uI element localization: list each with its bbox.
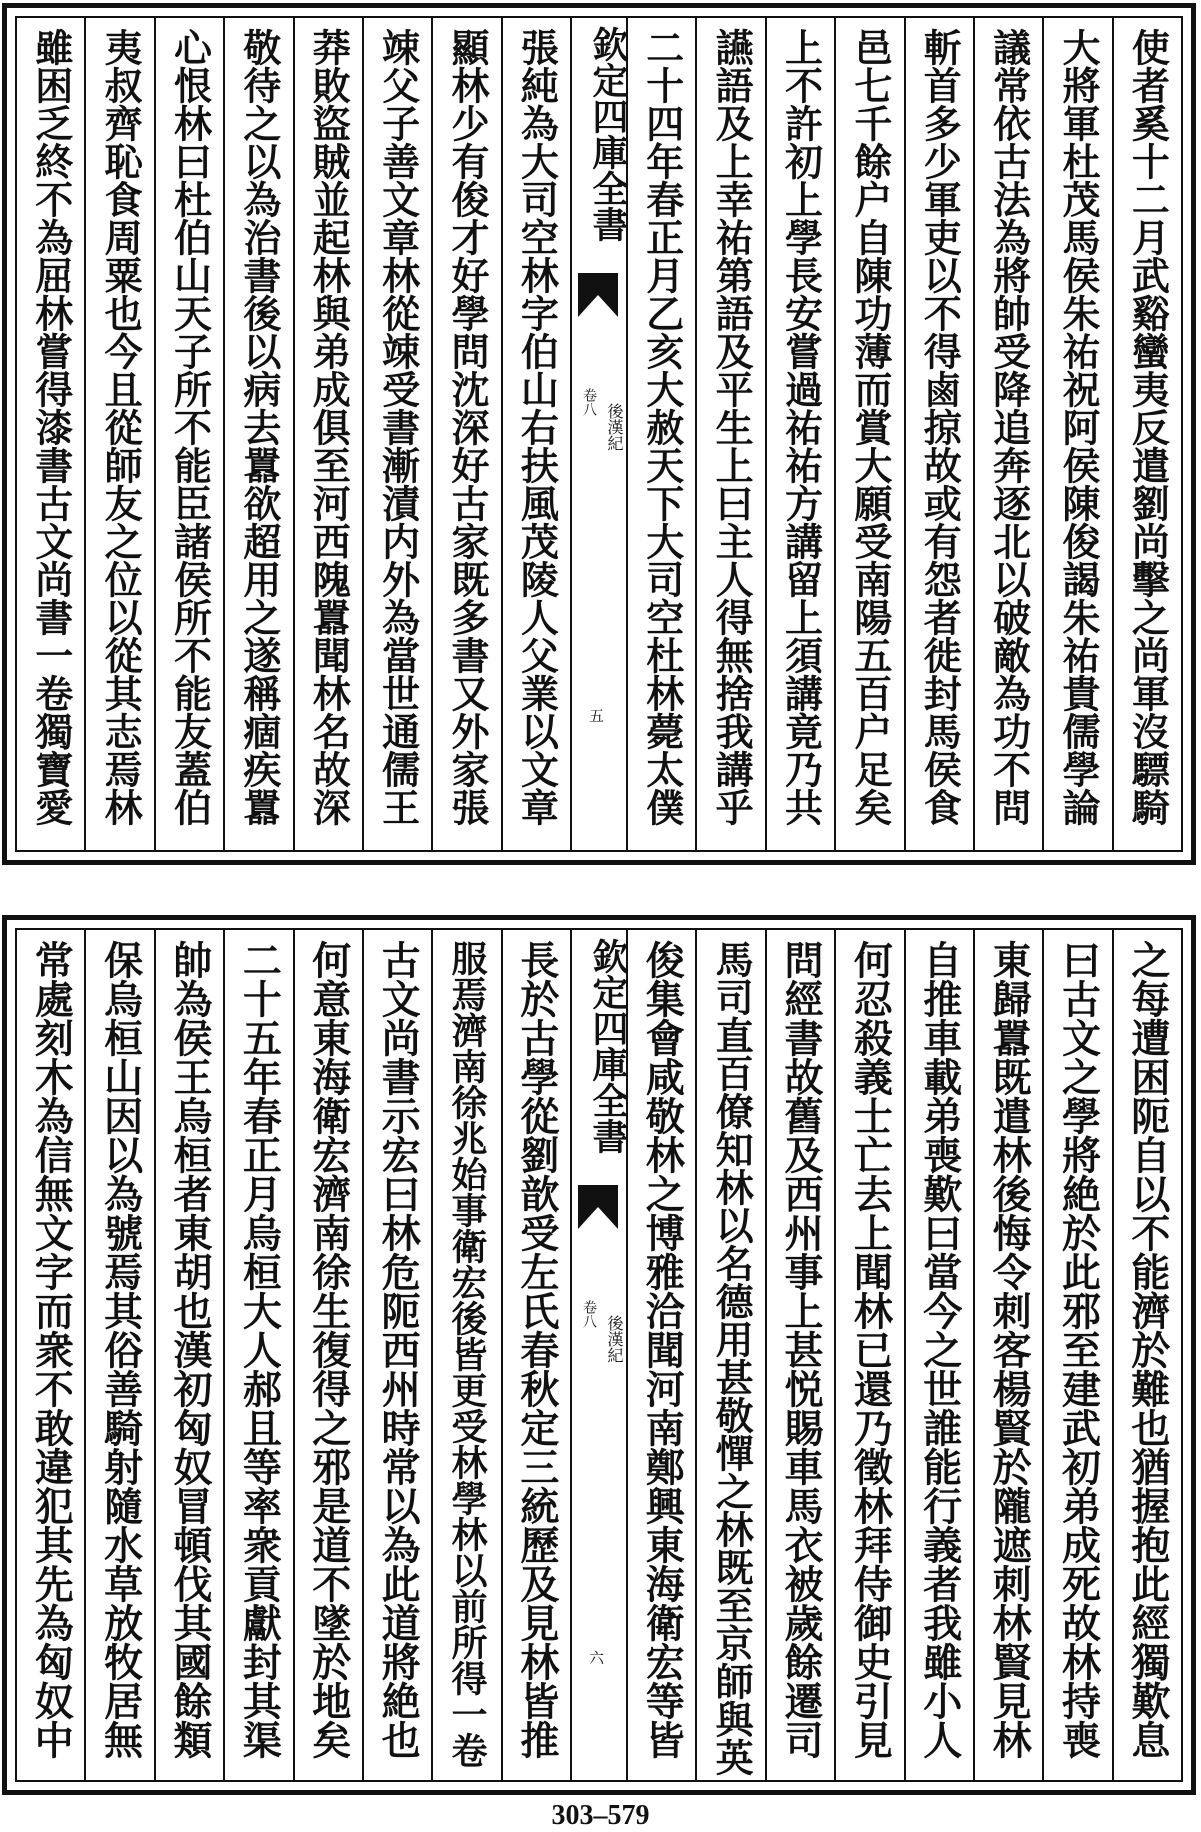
text-column — [834, 18, 903, 850]
page-number: 五 — [587, 708, 605, 723]
column-text: 馬司直百僚知林以名德用甚敬憚之林既至京師與英 — [709, 940, 755, 1776]
upper-page — [2, 3, 1196, 865]
text-column — [293, 930, 362, 1780]
center-fold — [570, 930, 629, 1780]
text-column — [1042, 18, 1111, 850]
column-text: 大將軍杜茂馬侯朱祐祝阿侯陳俊謁朱祐貴儒學論 — [1055, 28, 1101, 826]
column-text: 上不許初上學長安嘗過祐祐方講留上須講竟乃共 — [778, 28, 824, 826]
column-text: 自推車載弟喪歎曰當今之世誰能行義者我雖小人 — [916, 940, 963, 1759]
text-column — [765, 18, 834, 850]
page-footer-number: 303–579 — [551, 1800, 650, 1831]
lower-columns — [17, 930, 1181, 1780]
column-text: 張純為大司空林字伯山右扶風茂陵人父業以文章 — [514, 28, 560, 826]
text-column — [223, 930, 292, 1780]
text-column — [431, 18, 500, 850]
text-column — [501, 18, 570, 850]
text-column — [362, 18, 431, 850]
column-text: 長於古學從劉歆受左氏春秋定三統歷及見林皆推 — [513, 940, 560, 1759]
text-column — [501, 930, 570, 1780]
collection-title: 欽定四庫全書 — [587, 938, 629, 1154]
text-column — [695, 18, 764, 850]
text-column — [84, 18, 153, 850]
column-text: 古文尚書示宏曰林危阨西州時常以為此道將絶也 — [375, 940, 422, 1759]
column-text: 服焉濟南徐兆始事衛宏後皆更受林學林以前所得一卷 — [445, 940, 488, 1768]
column-text: 常處刻木為信無文字而衆不敢違犯其先為匈奴中 — [28, 940, 75, 1759]
column-text: 使者奚十二月武谿蠻夷反遣劉尚擊之尚軍沒驃騎 — [1125, 28, 1171, 826]
text-column — [973, 930, 1042, 1780]
text-column — [973, 18, 1042, 850]
text-column — [17, 18, 84, 850]
column-text: 俊集會咸敬林之博雅洽聞河南鄭興東海衛宏等皆 — [639, 940, 686, 1759]
column-text: 讌語及上幸祐第語及平生上曰主人得無捨我講乎 — [709, 28, 755, 826]
column-text: 曰古文之學將絶於此邪至建武初弟成死故林持喪 — [1055, 940, 1102, 1759]
column-text: 之每遭困阨自以不能濟於難也猶握抱此經獨歎息 — [1124, 940, 1171, 1759]
text-column — [223, 18, 292, 850]
volume-label: 卷八 — [581, 1300, 597, 1328]
text-column — [84, 930, 153, 1780]
text-column — [154, 18, 223, 850]
column-text: 顯林少有俊才好學問沈深好古家既多書又外家張 — [444, 28, 490, 826]
column-text: 二十五年春正月烏桓大人郝且等率衆貢獻封其渠 — [236, 940, 283, 1759]
text-column — [626, 18, 695, 850]
text-column — [904, 930, 973, 1780]
column-text: 敬待之以為治書後以病去囂欲超用之遂稱痼疾囂 — [236, 28, 282, 826]
column-text: 問經書故舊及西州事上甚悦賜車馬衣被歲餘遷司 — [777, 940, 824, 1759]
text-column — [695, 930, 764, 1780]
lower-page — [2, 915, 1196, 1795]
text-column — [834, 930, 903, 1780]
text-column — [1112, 18, 1181, 850]
column-text: 二十四年春正月乙亥大赦天下大司空杜林薨太僕 — [639, 28, 685, 826]
column-text: 議常依古法為將帥受降追奔逐北以破敵為功不問 — [986, 28, 1032, 826]
volume-label: 卷八 — [581, 388, 597, 416]
column-text: 斬首多少軍吏以不得鹵掠故或有怨者徙封馬侯食 — [917, 28, 963, 826]
book-name: 後漢紀 — [605, 403, 624, 451]
text-column — [765, 930, 834, 1780]
book-name: 後漢紀 — [605, 1315, 624, 1363]
column-text: 雖困乏終不為屈林嘗得漆書古文尚書一卷獨寶愛 — [28, 28, 74, 826]
column-text: 莽敗盜賊並起林與弟成俱至河西隗囂聞林名故深 — [306, 28, 352, 826]
text-column — [431, 930, 500, 1780]
text-column — [154, 930, 223, 1780]
column-text: 何忍殺義士亡去上聞林已還乃徵林拜侍御史引見 — [847, 940, 894, 1759]
column-text: 邑七千餘户自陳功薄而賞大願受南陽五百户足矣 — [847, 28, 893, 826]
upper-columns — [17, 18, 1181, 850]
column-text: 東歸囂既遣林後悔令刺客楊賢於隴遮刺林賢見林 — [986, 940, 1033, 1759]
lower-page-frame — [15, 928, 1183, 1782]
column-text: 竦父子善文章林從竦受書漸漬内外為當世通儒王 — [375, 28, 421, 826]
upper-page-frame — [15, 16, 1183, 852]
column-text: 保烏桓山因以為號焉其俗善騎射隨水草放牧居無 — [97, 940, 144, 1759]
text-column — [626, 930, 695, 1780]
text-column — [17, 930, 84, 1780]
text-column — [1042, 930, 1111, 1780]
text-column — [293, 18, 362, 850]
column-text: 何意東海衛宏濟南徐生復得之邪是道不墜於地矣 — [305, 940, 352, 1759]
fishtail-mark-icon — [578, 273, 618, 317]
column-text: 帥為侯王烏桓者東胡也漢初匈奴冒頓伐其國餘類 — [166, 940, 213, 1759]
text-column — [904, 18, 973, 850]
column-text: 夷叔齊恥食周粟也今且從師友之位以從其志焉林 — [98, 28, 144, 826]
page-number: 六 — [587, 1650, 605, 1665]
column-text: 心恨林曰杜伯山天子所不能臣諸侯所不能友蓋伯 — [167, 28, 213, 826]
collection-title: 欽定四庫全書 — [587, 26, 629, 242]
text-column — [1112, 930, 1181, 1780]
text-column — [362, 930, 431, 1780]
center-fold — [570, 18, 629, 850]
fishtail-mark-icon — [578, 1185, 618, 1229]
